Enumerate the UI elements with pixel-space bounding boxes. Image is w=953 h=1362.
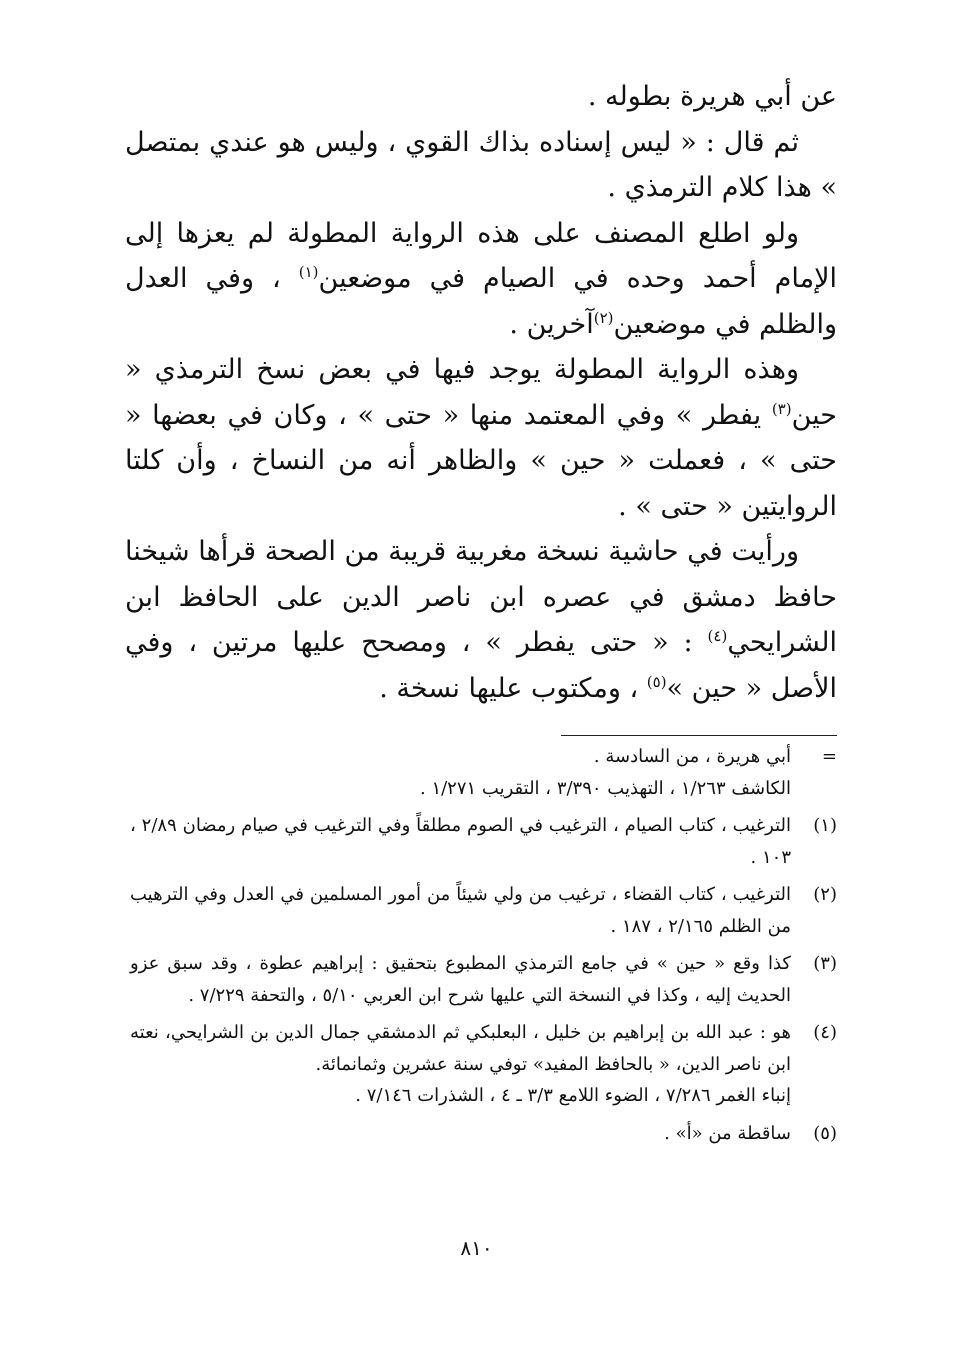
footnote-sources: إنباء الغمر ٧/٢٨٦ ، الضوء اللامع ٣/٣ ـ ٤ ، الشذرات ٧/١٤٦ . [355, 1085, 791, 1106]
footnote-text: هو : عبد الله بن إبراهيم بن خليل ، البعلبكي ثم الدمشقي جمال الدين بن الشرايحي، نعته ابن ناصر الدين، « بالحافظ المفيد» توفي سنة عشرين وثمانمائة. [130, 1022, 791, 1075]
footnote-number: (٣) [813, 953, 837, 974]
paragraph-3-text-a: ولو اطلع المصنف على هذه الرواية المطولة لم يعزها إلى الإمام أحمد وحده في الصيام في موضعين [125, 217, 837, 294]
footnote-5 [130, 1118, 837, 1150]
footnote-number: (٢) [813, 884, 837, 905]
footnote-3 [130, 948, 837, 1011]
paragraph-4-text-b: يفطر » وفي المعتمد منها « حتى » ، وكان في بعضها « حتى » ، فعملت « حين » والظاهر أنه من النساخ ، وأن كلتا الروايتين « حتى » . [125, 399, 837, 522]
footnote-text: الترغيب ، كتاب القضاء ، ترغيب من ولي شيئاً من أمور المسلمين في العدل وفي الترهيب من الظلم ٢/١٦٥ ، ١٨٧ . [130, 884, 792, 937]
footnote-separator [561, 735, 837, 736]
footnote-ref-5: (٥) [646, 672, 667, 691]
paragraph-1 [125, 74, 837, 120]
footnote-number: (٥) [813, 1122, 837, 1144]
page-number: ٨١٠ [460, 1236, 493, 1260]
footnote-1 [130, 810, 837, 873]
footnotes-block [130, 741, 837, 1155]
paragraph-2-text: ثم قال : « ليس إسناده بذاك القوي ، وليس هو عندي بمتصل » هذا كلام الترمذي . [125, 126, 837, 203]
paragraph-2 [125, 120, 837, 211]
paragraph-3-text-c: آخرين . [509, 308, 594, 340]
footnote-number: (١) [813, 815, 837, 836]
main-text-block [125, 74, 837, 711]
paragraph-5-text-c: ، ومكتوب عليها نسخة . [379, 672, 647, 704]
footnote-text: كذا وقع « حين » في جامع الترمذي المطبوع بتحقيق : إبراهيم عطوة ، وقد سبق عزو الحديث إليه ، وكذا في النسخة التي عليها شرح ابن العربي ٥/١٠ ، والتحفة ٧/٢٢٩ . [130, 953, 791, 1006]
paragraph-4 [125, 347, 837, 529]
paragraph-5 [125, 529, 837, 711]
footnote-text: الترغيب ، كتاب الصيام ، الترغيب في الصوم مطلقاً وفي الترغيب في صيام رمضان ٢/٨٩ ، ١٠٣ . [130, 815, 792, 868]
paragraph-5-text-a: ورأيت في حاشية نسخة مغربية قريبة من الصحة قرأها شيخنا حافظ دمشق في عصره ابن ناصر الدين على الحافظ ابن الشرايحي [125, 536, 837, 658]
paragraph-1-text: عن أبي هريرة بطوله . [587, 81, 837, 112]
paragraph-5-text-b: : « حتى يفطر » ، ومصحح عليها مرتين ، وفي الأصل « حين » [125, 627, 837, 704]
footnote-ref-2: (٢) [593, 308, 614, 327]
footnote-ref-4: (٤) [707, 627, 728, 645]
footnote-ref-1: (١) [298, 263, 319, 281]
footnote-2 [130, 879, 837, 942]
paragraph-3 [125, 211, 837, 348]
footnote-continuation [130, 741, 837, 804]
continuation-marker: = [821, 746, 837, 767]
paragraph-4-text-a: وهذه الرواية المطولة يوجد فيها في بعض نسخ الترمذي « حين [125, 354, 837, 431]
continuation-line-2: الكاشف ١/٢٦٣ ، التهذيب ٣/٣٩٠ ، التقريب ١/٢٧١ . [419, 777, 791, 799]
footnote-ref-3: (٣) [771, 399, 792, 418]
footnote-4 [130, 1017, 837, 1112]
paragraph-3-text-b: ، وفي العدل والظلم في موضعين [125, 263, 837, 340]
continuation-line-1: أبي هريرة ، من السادسة . [593, 746, 791, 767]
footnote-number: (٤) [813, 1022, 837, 1043]
footnote-text: ساقطة من «أ» . [664, 1122, 791, 1144]
